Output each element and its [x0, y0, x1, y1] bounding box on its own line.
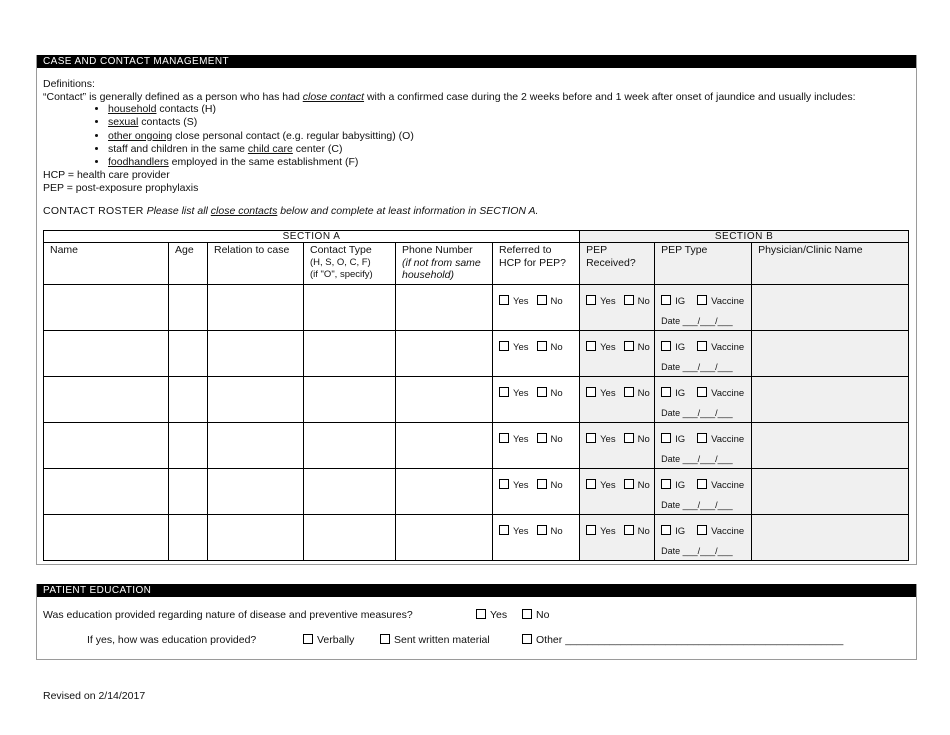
age-cell[interactable] [169, 285, 208, 331]
pep-received-yes-checkbox[interactable] [586, 525, 596, 535]
vaccine-checkbox[interactable] [697, 525, 707, 535]
written-material-checkbox[interactable] [380, 634, 390, 644]
relation-cell[interactable] [208, 423, 304, 469]
patient-education-title: PATIENT EDUCATION [37, 584, 916, 597]
vaccine-option[interactable]: Vaccine [697, 480, 744, 491]
referred-yes-option[interactable]: Yes [499, 526, 529, 537]
referred-no-option[interactable]: No [537, 480, 563, 491]
ig-checkbox[interactable] [661, 433, 671, 443]
referred-yes-option[interactable]: Yes [499, 388, 529, 399]
age-cell[interactable] [169, 469, 208, 515]
physician-cell[interactable] [752, 423, 909, 469]
ig-option[interactable]: IG [661, 388, 685, 399]
age-cell[interactable] [169, 331, 208, 377]
definitions-heading: Definitions: [43, 78, 95, 90]
ig-checkbox[interactable] [661, 387, 671, 397]
written-material-option[interactable]: Sent written material [380, 634, 490, 646]
table-row [44, 331, 909, 377]
phone-cell[interactable] [396, 515, 493, 561]
pep-date-field[interactable]: Date ___/___/___ [661, 500, 733, 510]
physician-cell[interactable] [752, 515, 909, 561]
vaccine-checkbox[interactable] [697, 341, 707, 351]
referred-yes-option[interactable]: Yes [499, 480, 529, 491]
other-checkbox[interactable] [522, 634, 532, 644]
pep-date-field[interactable]: Date ___/___/___ [661, 316, 733, 326]
pep-received-no-checkbox[interactable] [624, 341, 634, 351]
relation-cell[interactable] [208, 469, 304, 515]
pep-received-no-checkbox[interactable] [624, 387, 634, 397]
vaccine-option[interactable]: Vaccine [697, 526, 744, 537]
pep-type-cell [655, 423, 752, 469]
contact-type-cell[interactable] [304, 331, 396, 377]
close-contact-term: close contact [302, 91, 365, 103]
referred-no-checkbox[interactable] [537, 433, 547, 443]
education-no-option[interactable]: No [522, 609, 549, 621]
pep-received-no-option[interactable]: No [624, 296, 650, 307]
name-cell[interactable] [44, 469, 169, 515]
referred-no-checkbox[interactable] [537, 341, 547, 351]
ig-checkbox[interactable] [661, 525, 671, 535]
ig-checkbox[interactable] [661, 341, 671, 351]
vaccine-checkbox[interactable] [697, 295, 707, 305]
physician-cell[interactable] [752, 469, 909, 515]
col-referred: Referred to HCP for PEP? [493, 243, 580, 285]
phone-cell[interactable] [396, 285, 493, 331]
phone-cell[interactable] [396, 469, 493, 515]
contact-type-cell[interactable] [304, 377, 396, 423]
age-cell[interactable] [169, 377, 208, 423]
list-item: • sexual contacts (S) [108, 116, 414, 129]
referred-yes-option[interactable]: Yes [499, 296, 529, 307]
col-relation: Relation to case [208, 243, 304, 285]
name-cell[interactable] [44, 423, 169, 469]
pep-date-field[interactable]: Date ___/___/___ [661, 362, 733, 372]
referred-yes-checkbox[interactable] [499, 433, 509, 443]
section-a-header: SECTION A [44, 231, 580, 243]
phone-cell[interactable] [396, 377, 493, 423]
col-physician: Physician/Clinic Name [752, 243, 909, 285]
ig-checkbox[interactable] [661, 295, 671, 305]
pep-received-no-option[interactable]: No [624, 342, 650, 353]
physician-cell[interactable] [752, 377, 909, 423]
pep-received-yes-checkbox[interactable] [586, 433, 596, 443]
contact-type-cell[interactable] [304, 285, 396, 331]
referred-no-option[interactable]: No [537, 388, 563, 399]
pep-type-cell [655, 285, 752, 331]
col-phone: Phone Number (if not from same household) [396, 243, 493, 285]
contact-roster-label: CONTACT ROSTER [43, 205, 144, 217]
name-cell[interactable] [44, 331, 169, 377]
pep-received-cell [580, 423, 655, 469]
verbally-checkbox[interactable] [303, 634, 313, 644]
contact-types-list [82, 103, 414, 169]
referred-yes-checkbox[interactable] [499, 525, 509, 535]
age-cell[interactable] [169, 423, 208, 469]
education-yes-option[interactable]: Yes [476, 609, 507, 621]
referred-no-option[interactable]: No [537, 526, 563, 537]
ig-option[interactable]: IG [661, 480, 685, 491]
ig-option[interactable]: IG [661, 342, 685, 353]
pep-type-cell [655, 377, 752, 423]
relation-cell[interactable] [208, 285, 304, 331]
pep-received-yes-option[interactable]: Yes [586, 526, 616, 537]
physician-cell[interactable] [752, 285, 909, 331]
list-item: • foodhandlers employed in the same establishment (F) [108, 156, 414, 169]
ig-option[interactable]: IG [661, 526, 685, 537]
referred-no-checkbox[interactable] [537, 479, 547, 489]
contact-roster-instructions: CONTACT ROSTER Please list all close contacts below and complete at least information in SECTION A. [43, 205, 539, 217]
pep-received-no-option[interactable]: No [624, 480, 650, 491]
referred-no-option[interactable]: No [537, 342, 563, 353]
referred-yes-checkbox[interactable] [499, 479, 509, 489]
contact-type-cell[interactable] [304, 469, 396, 515]
contact-type-cell[interactable] [304, 423, 396, 469]
pep-received-cell [580, 469, 655, 515]
pep-received-cell [580, 285, 655, 331]
pep-received-cell [580, 377, 655, 423]
pep-received-yes-option[interactable]: Yes [586, 342, 616, 353]
vaccine-checkbox[interactable] [697, 479, 707, 489]
referred-cell [493, 469, 580, 515]
col-pep-received: PEP Received? [580, 243, 655, 285]
referred-yes-option[interactable]: Yes [499, 342, 529, 353]
name-cell[interactable] [44, 515, 169, 561]
pep-received-yes-option[interactable]: Yes [586, 296, 616, 307]
list-item: • other ongoing close personal contact (e.g. regular babysitting) (O) [108, 130, 414, 143]
col-pep-type: PEP Type [655, 243, 752, 285]
vaccine-option[interactable]: Vaccine [697, 342, 744, 353]
pep-received-no-checkbox[interactable] [624, 433, 634, 443]
hcp-definition: HCP = health care provider [43, 169, 170, 181]
ig-option[interactable]: IG [661, 296, 685, 307]
patient-education-section [36, 584, 917, 660]
verbally-option[interactable]: Verbally [303, 634, 354, 646]
referred-yes-checkbox[interactable] [499, 341, 509, 351]
pep-received-no-checkbox[interactable] [624, 479, 634, 489]
pep-definition: PEP = post-exposure prophylaxis [43, 182, 199, 194]
table-row [44, 469, 909, 515]
pep-date-field[interactable]: Date ___/___/___ [661, 546, 733, 556]
table-row [44, 285, 909, 331]
referred-no-checkbox[interactable] [537, 525, 547, 535]
pep-type-cell [655, 469, 752, 515]
referred-cell [493, 423, 580, 469]
pep-received-yes-checkbox[interactable] [586, 295, 596, 305]
list-item: • household contacts (H) [108, 103, 414, 116]
vaccine-option[interactable]: Vaccine [697, 296, 744, 307]
referred-yes-checkbox[interactable] [499, 295, 509, 305]
vaccine-checkbox[interactable] [697, 387, 707, 397]
referred-yes-checkbox[interactable] [499, 387, 509, 397]
vaccine-checkbox[interactable] [697, 433, 707, 443]
pep-date-field[interactable]: Date ___/___/___ [661, 408, 733, 418]
pep-received-yes-option[interactable]: Yes [586, 480, 616, 491]
table-row [44, 423, 909, 469]
education-method-question: If yes, how was education provided? [87, 634, 257, 646]
relation-cell[interactable] [208, 331, 304, 377]
list-item: • staff and children in the same child care center (C) [108, 143, 414, 156]
pep-type-cell [655, 515, 752, 561]
referred-no-checkbox[interactable] [537, 387, 547, 397]
referred-cell [493, 331, 580, 377]
section-b-header: SECTION B [580, 231, 909, 243]
pep-received-yes-option[interactable]: Yes [586, 388, 616, 399]
referred-no-checkbox[interactable] [537, 295, 547, 305]
col-age: Age [169, 243, 208, 285]
contact-type-cell[interactable] [304, 515, 396, 561]
education-question: Was education provided regarding nature of disease and preventive measures? [43, 609, 413, 621]
vaccine-option[interactable]: Vaccine [697, 388, 744, 399]
pep-received-yes-option[interactable]: Yes [586, 434, 616, 445]
pep-received-yes-checkbox[interactable] [586, 479, 596, 489]
col-contact-type: Contact Type (H, S, O, C, F) (if "O", specify) [304, 243, 396, 285]
revised-date: Revised on 2/14/2017 [43, 690, 146, 702]
name-cell[interactable] [44, 285, 169, 331]
table-row [44, 515, 909, 561]
referred-cell [493, 377, 580, 423]
physician-cell[interactable] [752, 331, 909, 377]
pep-received-no-checkbox[interactable] [624, 295, 634, 305]
relation-cell[interactable] [208, 377, 304, 423]
age-cell[interactable] [169, 515, 208, 561]
education-yes-checkbox[interactable] [476, 609, 486, 619]
relation-cell[interactable] [208, 515, 304, 561]
table-row [44, 377, 909, 423]
pep-received-yes-checkbox[interactable] [586, 387, 596, 397]
pep-type-cell [655, 331, 752, 377]
pep-received-cell [580, 331, 655, 377]
phone-cell[interactable] [396, 331, 493, 377]
referred-no-option[interactable]: No [537, 434, 563, 445]
pep-received-no-checkbox[interactable] [624, 525, 634, 535]
case-contact-title: CASE AND CONTACT MANAGEMENT [37, 55, 916, 68]
pep-date-field[interactable]: Date ___/___/___ [661, 454, 733, 464]
pep-received-yes-checkbox[interactable] [586, 341, 596, 351]
ig-option[interactable]: IG [661, 434, 685, 445]
pep-received-cell [580, 515, 655, 561]
contact-roster-table [43, 230, 909, 561]
education-no-checkbox[interactable] [522, 609, 532, 619]
col-name: Name [44, 243, 169, 285]
phone-cell[interactable] [396, 423, 493, 469]
other-specify-line[interactable]: __________________________________________________ [565, 635, 844, 646]
referred-no-option[interactable]: No [537, 296, 563, 307]
pep-received-no-option[interactable]: No [624, 388, 650, 399]
pep-received-no-option[interactable]: No [624, 434, 650, 445]
other-option[interactable]: Other __________________________________________________ [522, 634, 843, 646]
vaccine-option[interactable]: Vaccine [697, 434, 744, 445]
referred-cell [493, 515, 580, 561]
referred-cell [493, 285, 580, 331]
pep-received-no-option[interactable]: No [624, 526, 650, 537]
contact-definition: “Contact” is generally defined as a person who has had close contact with a confirmed case during the 2 weeks before and 1 week after onset of jaundice and usually includes: [43, 91, 856, 103]
ig-checkbox[interactable] [661, 479, 671, 489]
name-cell[interactable] [44, 377, 169, 423]
referred-yes-option[interactable]: Yes [499, 434, 529, 445]
